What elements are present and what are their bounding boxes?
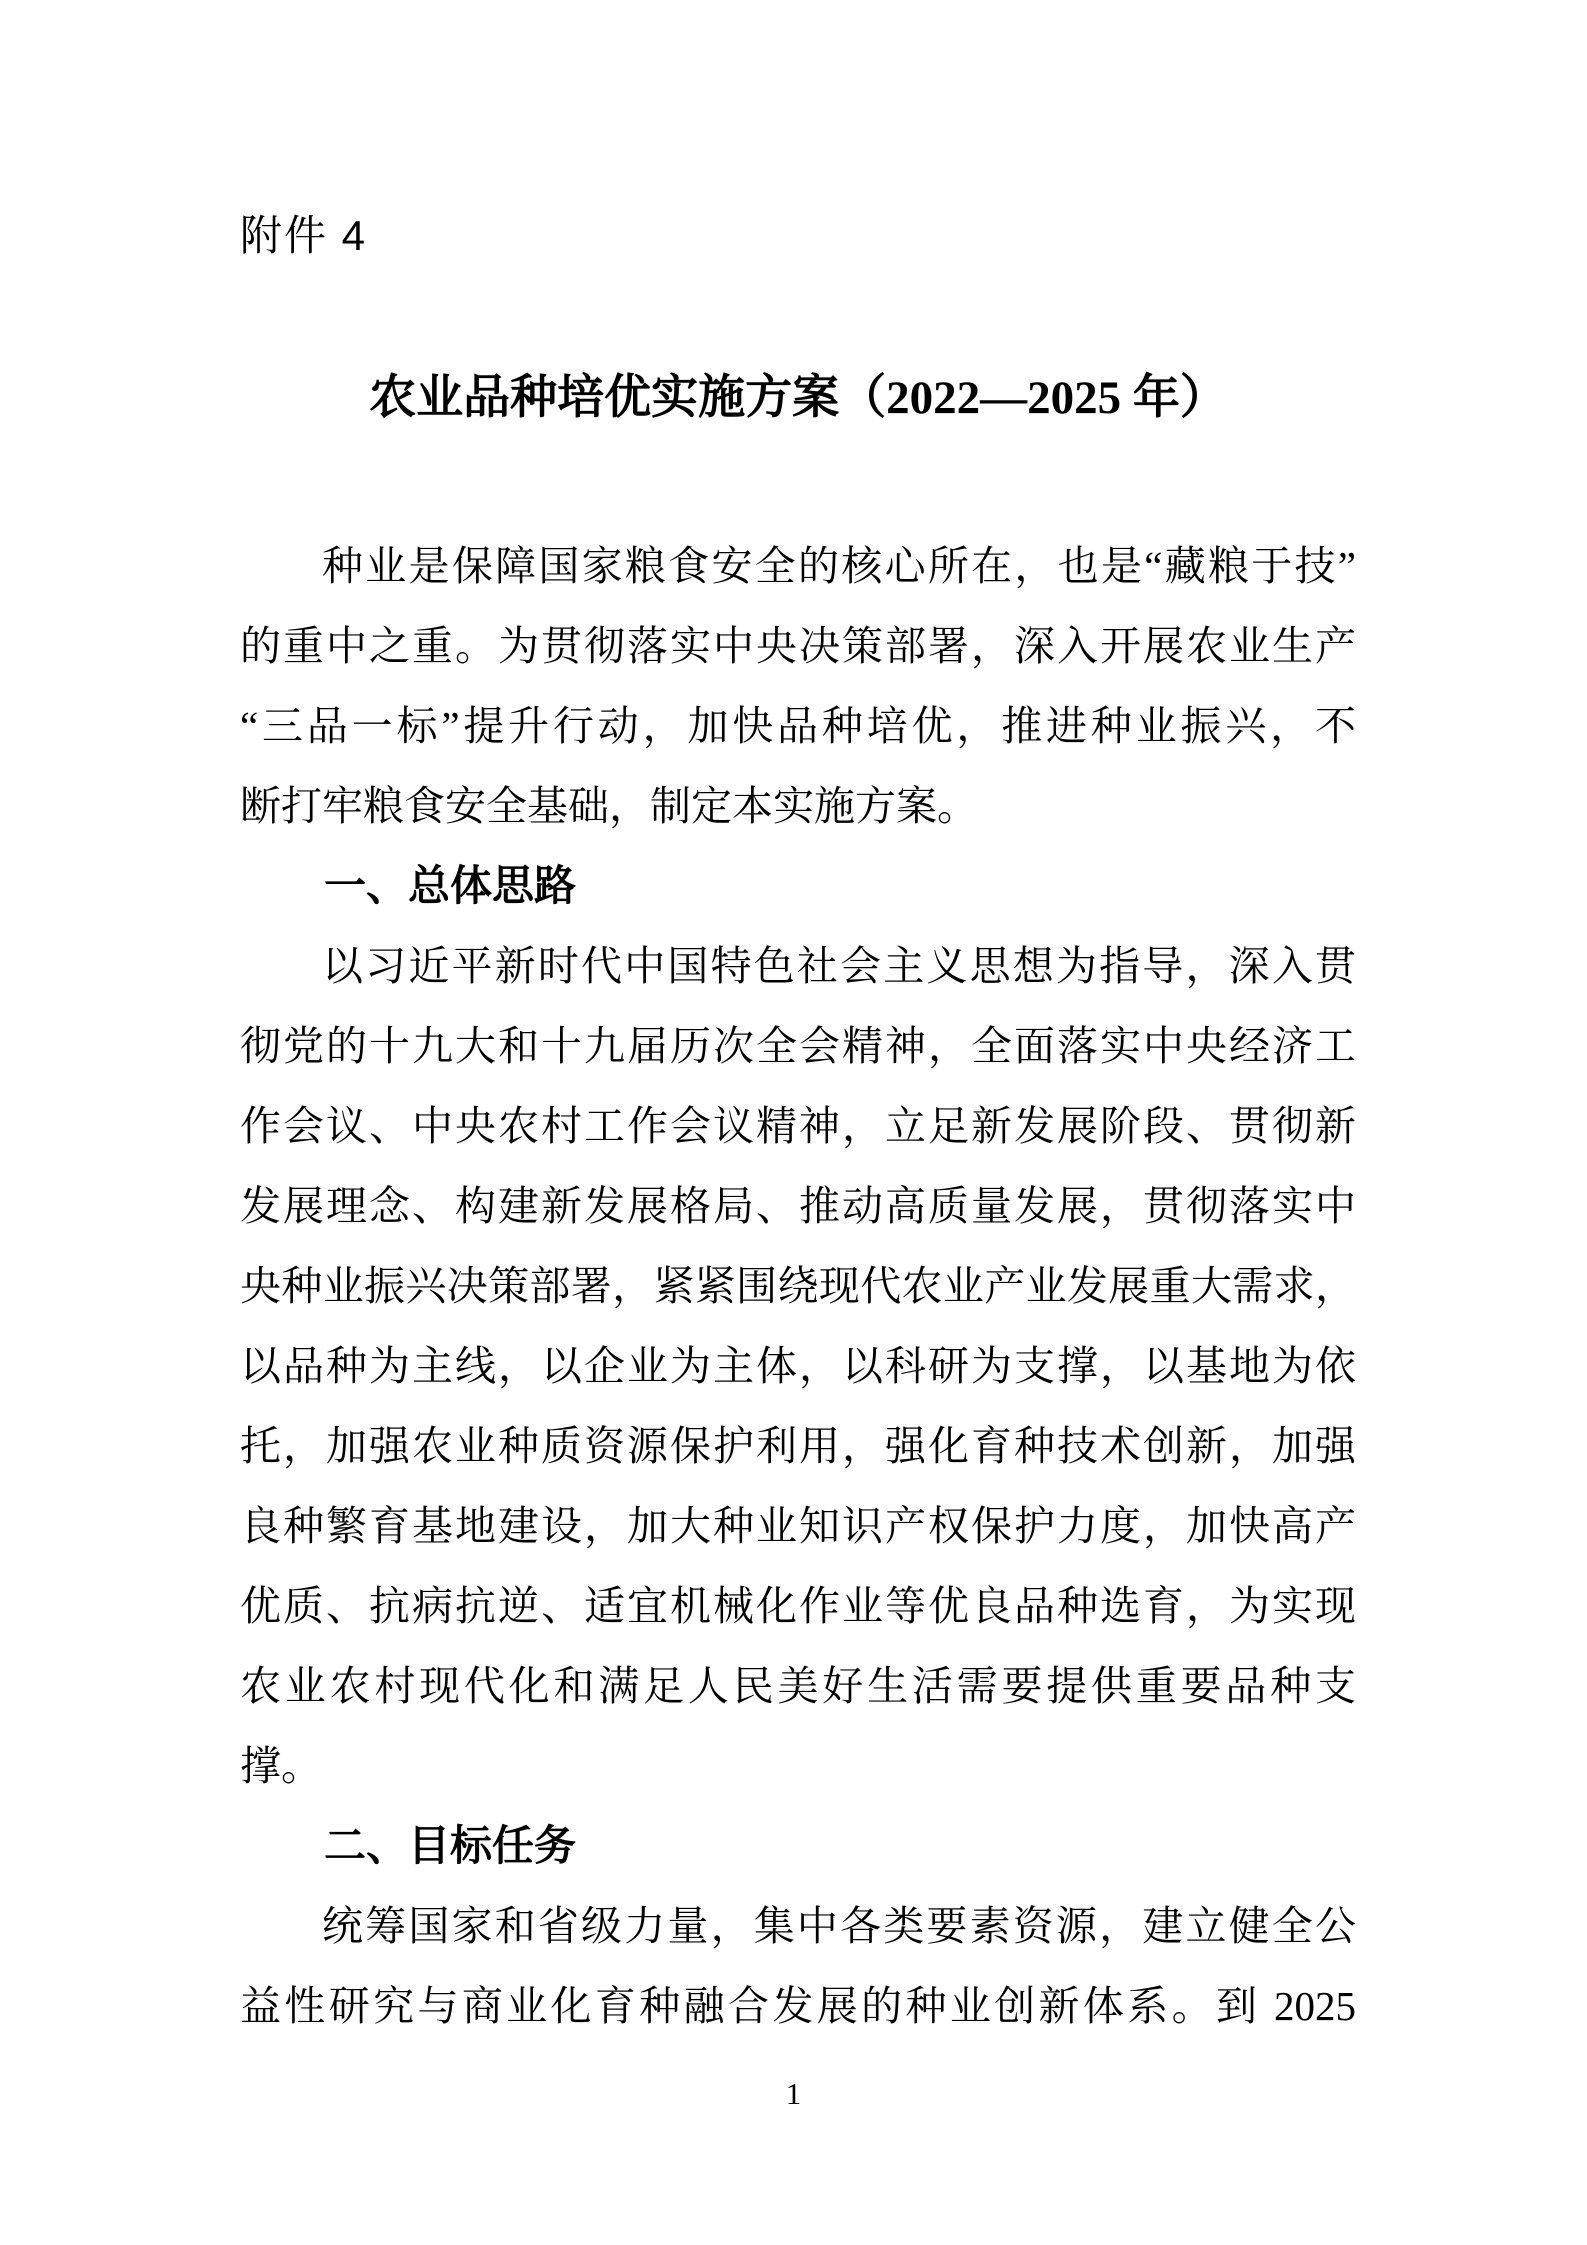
section1-line: 作会议、中央农村工作会议精神，立足新发展阶段、贯彻新 [240,1103,1356,1149]
section1-line: 托，加强农业种质资源保护利用，强化育种技术创新，加强 [240,1423,1356,1469]
section1-line: 彻党的十九大和十九届历次全会精神，全面落实中央经济工 [240,1023,1356,1069]
section1-line: 发展理念、构建新发展格局、推动高质量发展，贯彻落实中 [240,1183,1356,1229]
document-title: 农业品种培优实施方案（2022—2025 年） [369,372,1227,424]
attachment-label: 附件 4 [240,212,368,259]
section1-line: 优质、抗病抗逆、适宜机械化作业等优良品种选育，为实现 [240,1583,1356,1629]
intro-line: 的重中之重。为贯彻落实中央决策部署，深入开展农业生产 [240,623,1356,669]
section2-line: 益性研究与商业化育种融合发展的种业创新体系。到 2025 [240,1983,1356,2029]
document-body [240,526,1356,2046]
intro-line: “三品一标”提升行动，加快品种培优，推进种业振兴，不 [240,703,1356,749]
section-heading-2: 二、目标任务 [324,1822,577,1869]
section2-line: 统筹国家和省级力量，集中各类要素资源，建立健全公 [322,1903,1356,1949]
section1-line: 良种繁育基地建设，加大种业知识产权保护力度，加快高产 [240,1503,1356,1549]
section1-line: 央种业振兴决策部署，紧紧围绕现代农业产业发展重大需求， [240,1263,1356,1309]
section1-line: 以品种为主线，以企业为主体，以科研为支撑，以基地为依 [240,1343,1356,1389]
intro-line: 断打牢粮食安全基础，制定本实施方案。 [240,783,978,829]
section1-line: 撑。 [240,1743,322,1789]
section-heading-1: 一、总体思路 [324,862,577,909]
intro-line: 种业是保障国家粮食安全的核心所在，也是“藏粮于技” [322,543,1356,589]
page-number: 1 [785,2076,802,2111]
section1-line: 农业农村现代化和满足人民美好生活需要提供重要品种支 [240,1663,1356,1709]
section1-line: 以习近平新时代中国特色社会主义思想为指导，深入贯 [322,943,1356,989]
